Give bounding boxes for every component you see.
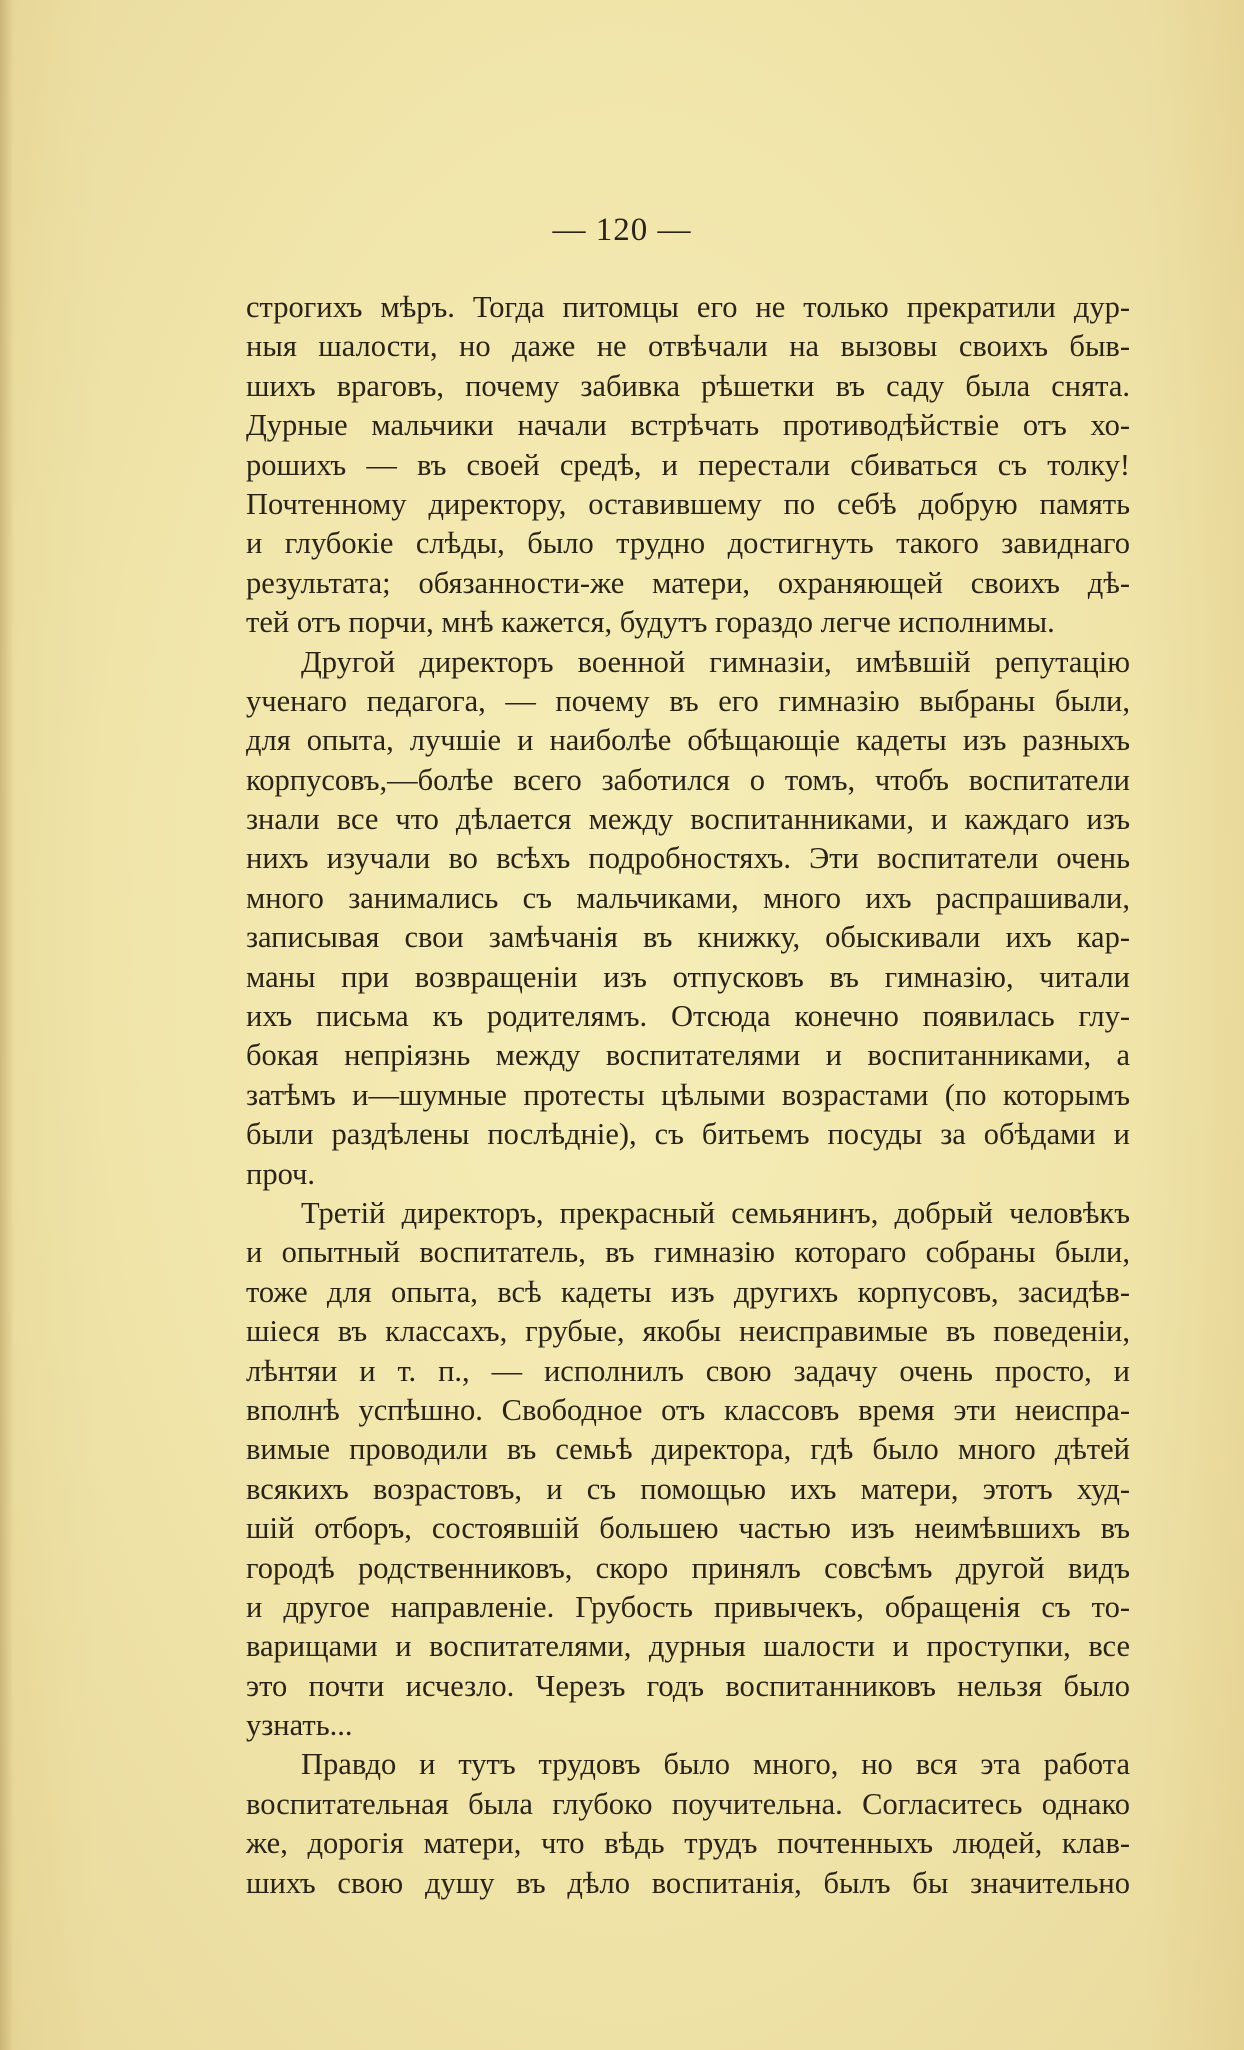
text-line: затѣмъ и—шумные протесты цѣлыми возрастами (по которымъ (246, 1077, 1130, 1112)
text-line: корпусовъ,—болѣе всего заботился о томъ, чтобъ воспитатели (246, 762, 1130, 797)
text-line: узнать... (246, 1708, 353, 1743)
page-edge-shadow (0, 0, 14, 2050)
text-line: знали все что дѣлается между воспитанниками, и каждаго изъ (246, 802, 1130, 837)
text-line: лѣнтяи и т. п., — исполнилъ свою задачу очень просто, и (246, 1353, 1130, 1388)
text-line: для опыта, лучшіе и наиболѣе обѣщающіе кадеты изъ разныхъ (246, 723, 1130, 758)
text-line: шихъ враговъ, почему забивка рѣшетки въ саду была снята. (246, 368, 1130, 403)
text-line: записывая свои замѣчанія въ книжку, обыскивали ихъ кар- (246, 920, 1130, 955)
text-line: были раздѣлены послѣдніе), съ битьемъ посуды за обѣдами и (246, 1117, 1130, 1152)
text-line: ихъ письма къ родителямъ. Отсюда конечно появилась глу- (246, 999, 1130, 1034)
text-line: всякихъ возрастовъ, и съ помощью ихъ матери, этотъ худ- (246, 1471, 1130, 1506)
text-line: Дурные мальчики начали встрѣчать противодѣйствіе отъ хо- (246, 408, 1130, 443)
text-line: шій отборъ, состоявшій большею частью изъ неимѣвшихъ въ (246, 1511, 1130, 1546)
text-line: шіеся въ классахъ, грубые, якобы неисправимые въ поведеніи, (246, 1314, 1130, 1349)
text-line: и другое направленіе. Грубость привычекъ, обращенія съ то- (246, 1589, 1130, 1624)
text-line: строгихъ мѣръ. Тогда питомцы его не только прекратили дур- (246, 290, 1130, 324)
text-line: маны при возвращеніи изъ отпусковъ въ гимназію, читали (246, 959, 1130, 994)
text-line: и опытный воспитатель, въ гимназію котораго собраны были, (246, 1235, 1130, 1270)
text-line: ученаго педагога, — почему въ его гимназію выбраны были, (246, 683, 1130, 718)
text-line: тей отъ порчи, мнѣ кажется, будутъ гораздо легче исполнимы. (246, 605, 1055, 640)
text-line: же, дорогія матери, что вѣдь трудъ почтенныхъ людей, клав- (246, 1826, 1130, 1861)
text-line: много занимались съ мальчиками, много ихъ распрашивали, (246, 880, 1130, 915)
text-line: вполнѣ успѣшно. Свободное отъ классовъ время эти неиспра- (246, 1392, 1130, 1427)
text-line: городѣ родственниковъ, скоро принялъ совсѣмъ другой видъ (246, 1550, 1130, 1585)
page-number: — 120 — (552, 212, 692, 248)
text-line: и глубокіе слѣды, было трудно достигнуть такого завиднаго (246, 526, 1130, 561)
text-line: варищами и воспитателями, дурныя шалости и проступки, все (246, 1629, 1130, 1664)
text-line: Правдо и тутъ трудовъ было много, но вся эта работа (301, 1747, 1130, 1782)
text-line: проч. (246, 1156, 315, 1191)
text-line: тоже для опыта, всѣ кадеты изъ другихъ корпусовъ, засидѣв- (246, 1274, 1130, 1309)
text-line: Третій директоръ, прекрасный семьянинъ, добрый человѣкъ (301, 1195, 1130, 1230)
text-line: бокая непріязнь между воспитателями и воспитанниками, а (246, 1038, 1130, 1073)
text-line: шихъ свою душу въ дѣло воспитанія, былъ бы значительно (246, 1865, 1130, 1900)
text-line: Другой директоръ военной гимназіи, имѣвшій репутацію (301, 644, 1130, 679)
text-line: вимые проводили въ семьѣ директора, гдѣ было много дѣтей (246, 1432, 1130, 1467)
text-line: это почти исчезло. Черезъ годъ воспитанниковъ нельзя было (246, 1668, 1130, 1703)
text-line: воспитательная была глубоко поучительна. Согласитесь однако (246, 1786, 1130, 1821)
text-line: рошихъ — въ своей средѣ, и перестали сбиваться съ толку! (246, 447, 1130, 482)
text-line: результата; обязанности-же матери, охраняющей своихъ дѣ- (246, 565, 1130, 600)
text-line: Почтенному директору, оставившему по себѣ добрую память (246, 486, 1130, 521)
body-text (246, 288, 1130, 1903)
text-line: нихъ изучали во всѣхъ подробностяхъ. Эти воспитатели очень (246, 841, 1130, 876)
text-line: ныя шалости, но даже не отвѣчали на вызовы своихъ быв- (246, 329, 1130, 364)
